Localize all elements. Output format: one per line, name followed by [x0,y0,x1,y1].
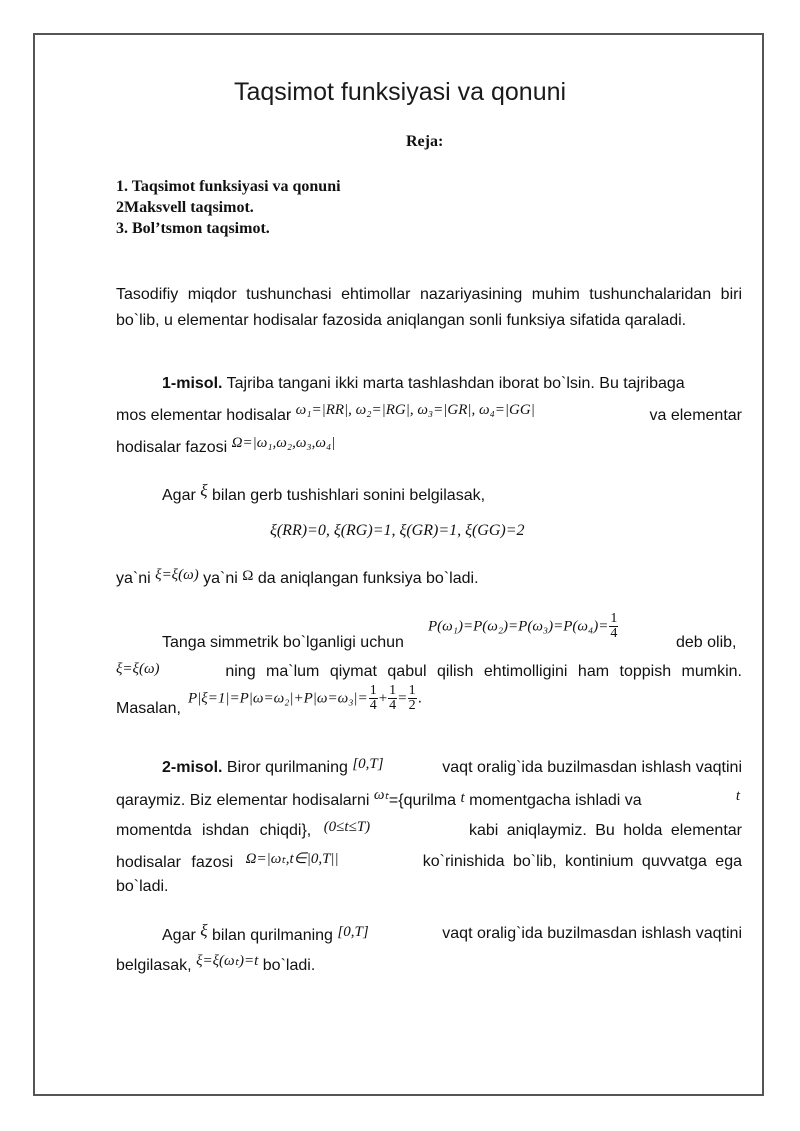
ex1-text: ning ma`lum qiymat qabul qilish ehtimolligini ham toppish mumkin. [225,663,742,680]
ex2-text: bo`ladi. [116,878,169,895]
probability-lhs: P(ω₁)=P(ω₂)=P(ω₃)=P(ω₄)= [428,618,609,635]
page-title: Taqsimot funksiyasi va qonuni [233,78,567,106]
plus-sign: + [378,690,388,707]
final-formula: ξ=ξ(ωₜ)=t [196,953,259,969]
ex2-text: vaqt oralig`ida buzilmasdan ishlash vaqtini [442,759,742,776]
ex1-text: ya`ni [203,570,238,587]
ex1-line5 [116,567,479,588]
condition-formula: (0≤t≤T) [323,819,371,835]
ex1-line6-end [676,634,737,652]
ex2-text: ko`rinishida bo`lib, kontinium quvvatga ega [422,853,742,870]
omega-t-symbol: ωₜ [373,787,389,803]
elementary-events-formula: ω₁=|RR|, ω₂=|RG|, ω₃=|GR|, ω₄=|GG| [295,402,535,418]
one-quarter-fraction [609,612,618,641]
plan-item: 3. Bol’tsmon taqsimot. [116,220,270,237]
ex1-line3 [116,435,336,457]
ex2-text: momentgacha ishladi va [469,792,642,809]
ex2-line3 [116,819,742,840]
ex1-line7 [116,663,742,681]
ex1-line6 [162,634,404,652]
fraction-numerator: 1 [408,683,416,698]
ex1-text: Tanga simmetrik bo`lganligi uchun [162,634,404,651]
xi-function-formula: ξ=ξ(ω) [116,661,160,677]
omega-symbol: Ω [242,568,254,584]
ex2-text: bilan qurilmaning [211,927,333,944]
xi-symbol: ξ [200,921,208,940]
ex1-line2 [116,402,742,425]
ex1-text: Tajriba tangani ikki marta tashlashdan iborat bo`lsin. Bu tajribaga [226,375,685,392]
fraction [388,684,397,713]
ex1-text: va elementar [649,407,742,424]
ex2-line1 [162,756,742,777]
plan-item: 1. Taqsimot funksiyasi va qonuni [116,178,341,195]
ex1-text: hodisalar fazosi [116,439,228,456]
ex1-text: ya`ni [116,570,151,587]
ex1-line4 [162,481,486,505]
fraction-denominator: 4 [610,626,618,641]
intro-paragraph: Tasodifiy miqdor tushunchasi ehtimollar nazariyasining muhim tushunchalaridan biri bo`lib, u elementar hodisalar fazosida aniqlangan sonli funksiya sifatida qaraladi. [116,286,742,329]
interval-formula: [0,T] [352,756,384,772]
sample-space-formula: Ω=|ω₁,ω₂,ω₃,ω₄| [231,435,336,451]
ex1-text: Masalan, [116,700,181,717]
xi-symbol: ξ [200,481,208,500]
values-formula: ξ(RR)=0, ξ(RG)=1, ξ(GR)=1, ξ(GG)=2 [270,522,525,539]
ex2-text: qaraymiz. Biz elementar hodisalarni [116,792,370,809]
ex1-line8 [116,700,181,718]
ex2-text: hodisalar fazosi [116,854,234,871]
ex2-line2 [116,787,742,810]
continuous-space-formula: Ω=|ωₜ,t∈|0,T|| [245,851,339,867]
ex2-text: Agar [162,927,196,944]
t-symbol: t [460,790,465,806]
plan-list [116,176,341,239]
t-symbol: t [735,788,740,804]
ex1-text: deb olib, [676,634,737,651]
ex1-text: bilan gerb tushishlari sonini belgilasak, [211,487,486,504]
xi-function-formula: ξ=ξ(ω) [155,567,199,583]
probability-formula [428,612,619,641]
ex1-label: 1-misol. [162,375,223,392]
ex2-text: belgilasak, [116,957,192,974]
ex2-text: kabi aniqlaymiz. Bu holda elementar [468,822,742,839]
ex2-text: bo`ladi. [262,957,316,974]
ex1-text: da aniqlangan funksiya bo`ladi. [257,570,479,587]
ex1-line1 [162,375,685,393]
plan-heading: Reja: [406,133,444,150]
ex2-line5 [116,878,168,896]
ex1-text: Agar [162,487,196,504]
ex2-text: momentda ishdan chiqdi}, [116,822,312,839]
ex2-label: 2-misol. [162,759,223,776]
ex2-line7 [116,953,316,975]
ex1-text: mos elementar hodisalar [116,407,292,424]
plan-item: 2Maksvell taqsimot. [116,199,254,216]
equals-sign: = [398,690,407,707]
ex2-text: Biror qurilmaning [226,759,348,776]
fraction-numerator: 1 [369,683,377,698]
fraction [369,684,378,713]
ex2-text: ={qurilma [388,792,457,809]
ex2-text: vaqt oralig`ida buzilmasdan ishlash vaqtini [442,925,742,942]
fraction-denominator: 4 [369,698,377,713]
example-formula: P|ξ=1|=P|ω=ω₂|+P|ω=ω₃|= $\frac{1}{4}$ + $\frac{1}{4}$ = $\frac{1}{2}$ . [188,683,423,713]
fraction [408,684,417,713]
fraction-denominator: 4 [389,698,397,713]
ex2-line6 [162,921,742,945]
example-lhs: P|ξ=1|=P|ω=ω₂|+P|ω=ω₃|= [188,690,368,707]
fraction-numerator: 1 [610,611,618,626]
fraction-numerator: 1 [389,683,397,698]
interval-formula: [0,T] [337,924,369,940]
ex2-line4 [116,853,742,872]
fraction-denominator: 2 [408,698,416,713]
ex1-values [270,522,525,540]
